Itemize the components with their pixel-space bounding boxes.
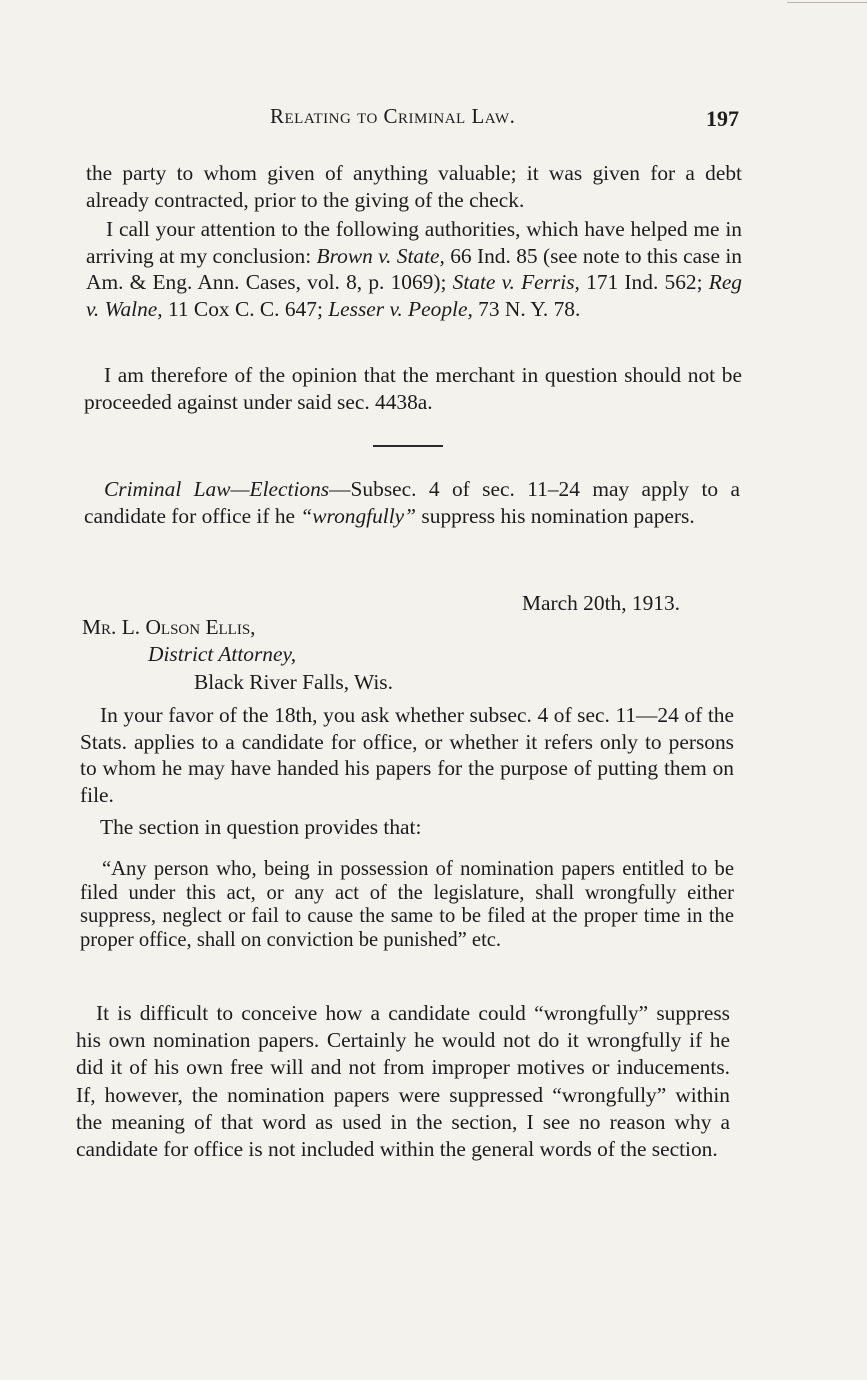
authorities-text-5: 73 N. Y. 78.	[472, 296, 581, 321]
paragraph-opinion: I am therefore of the opinion that the merchant in question should not be proceeded against under said sec. 4438a.	[84, 363, 742, 414]
paragraph-authorities	[86, 216, 742, 322]
case-reg-v-walne: Reg v. Walne,	[86, 270, 743, 321]
case-brown-v-state: Brown v. State,	[316, 243, 445, 268]
case-lesser-v-people: Lesser v. People,	[328, 296, 473, 321]
headnote-text-2: suppress his nomination papers.	[416, 503, 695, 528]
paragraph-continuation: the party to whom given of anything valuable; it was given for a debt already contracted, prior to the giving of the check.	[86, 161, 742, 212]
authorities-text-4: 11 Cox C. C. 647;	[162, 296, 329, 321]
addressee-title: District Attorney,	[148, 642, 297, 666]
paragraph-question: In your favor of the 18th, you ask whether subsec. 4 of sec. 11—24 of the Stats. applies to a candidate for office, or whether it refers only to persons to whom he may have handed his papers for the purpose of putting them on file.	[80, 703, 734, 807]
paragraph-section-intro: The section in question provides that:	[100, 815, 422, 839]
headnote	[84, 476, 740, 529]
addressee-name: Mr. L. Olson Ellis,	[82, 615, 256, 639]
running-head: Relating to Criminal Law.	[270, 104, 516, 128]
case-state-v-ferris: State v. Ferris,	[452, 270, 580, 294]
authorities-text-2: 66 Ind. 85 (see note to this case in Am. & Eng. Ann. Cases, vol. 8, p. 1069);	[86, 243, 742, 294]
headnote-topic: Criminal Law—Elections	[104, 477, 330, 501]
headnote-text-1: —Subsec. 4 of sec. 11–24 may apply to a candidate for office if he	[84, 477, 740, 528]
page-number: 197	[706, 106, 739, 131]
letter-date: March 20th, 1913.	[522, 591, 681, 615]
authorities-text-3: 171 Ind. 562;	[579, 270, 709, 294]
page-edge-line	[787, 2, 867, 3]
authorities-text-1: I call your attention to the following authorities, which have helped me in arriving at my conclusion:	[86, 217, 742, 268]
section-divider	[373, 445, 443, 447]
headnote-quoted-word: “wrongfully”	[300, 503, 417, 528]
addressee-place: Black River Falls, Wis.	[194, 670, 393, 694]
statute-quote: “Any person who, being in possession of nomination papers entitled to be filed under this act, or any act of the legislature, shall wrongfully either suppress, neglect or fail to cause the same to be filed at the proper time in the proper office, shall on conviction be punished” etc.	[80, 858, 734, 952]
paragraph-conclusion: It is difficult to conceive how a candidate could “wrongfully” suppress his own nomination papers. Certainly he would not do it wrongfully if he did it of his own free will and not from improper motives or inducements. If, however, the nomination papers were suppressed “wrongfully” within the meaning of that word as used in the section, I see no reason why a candidate for office is not included within the general words of the section.	[76, 1001, 730, 1162]
